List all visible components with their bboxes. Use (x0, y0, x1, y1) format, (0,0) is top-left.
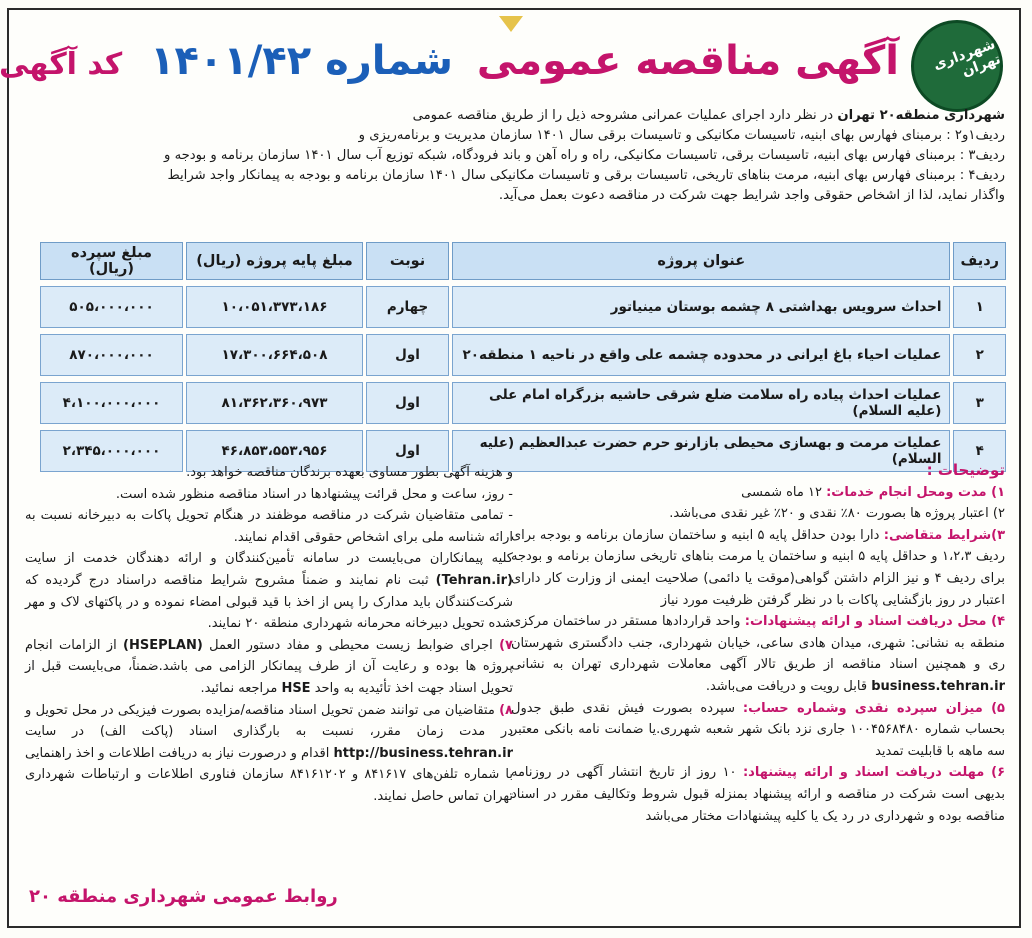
left-p4b: ثبت نام نمایند و ضمناً مشروح شرایط مناقصه دراسناد درج گردیده که شرکت‌کنندگان باید مدارک را پس از اخذ با قید قبولی امضاء نموده و در پاکتهای لاک و مهر شده تحویل دبیرخانه محرمانه شهرداری منطقه ۲۰ نمایند. (26, 572, 514, 632)
notes-heading: توضیحات : (927, 461, 1006, 479)
nobat: چهارم (367, 286, 450, 328)
left-column (26, 462, 514, 808)
project-title: عملیات مرمت و بهسازی محیطی بازارنو حرم حضرت عبدالعظیم (علیه السلام) (453, 430, 951, 472)
project-title: احداث سرویس بهداشتی ۸ چشمه بوستان مینیاتور (453, 286, 951, 328)
nobat: اول (367, 382, 450, 424)
header-nobat: نوبت (367, 242, 450, 280)
note-4-tail: قابل رویت و دریافت می‌باشد. (706, 678, 869, 694)
advertisement-page (0, 8, 1022, 928)
left-p1: و هزینه آگهی بطور مساوی بعهده برندگان مناقصه خواهد بود. (187, 465, 514, 480)
left-p3: - تمامی متقاضیان شرکت در مناقصه موظفند در هنگام تحویل پاکات به دبیرخانه نسبت به ارائه شناسه ملی برای اشخاص حقوقی اقدام نمایند. (26, 508, 514, 545)
header-project-title: عنوان پروژه (453, 242, 951, 280)
note-1 (512, 482, 1006, 504)
note-6-label: ۶) مهلت دریافت اسناد و ارائه پیشنهاد: (743, 765, 1006, 781)
left-p8b: اقدام و درصورت نیاز به دریافت اطلاعات و اخذ راهنمایی با شماره تلفن‌های ۸۴۱۶۱۷ و ۸۴۱۶۱۲۰۲ سازمان فناوری اطلاعات و ارتباطات شهرداری تهران تماس حاصل نمایند. (26, 745, 514, 804)
intro-line-5: واگذار نماید، لذا از اشخاص حقوقی واجد شرایط جهت شرکت در مناقصه دعوت بعمل می‌آید. (499, 188, 1006, 203)
intro-org: شهرداری منطقه۲۰ تهران (838, 108, 1006, 123)
note-1-text: ۱۲ ماه شمسی (742, 484, 823, 500)
deposit-amount: ۴،۱۰۰،۰۰۰،۰۰۰ (41, 382, 184, 424)
title-main: آگهی مناقصه عمومی (477, 38, 900, 84)
intro-line-2: ردیف۱و۲ : برمبنای فهارس بهای ابنیه، تاسیسات مکانیکی و تاسیسات برقی سال ۱۴۰۱ سازمان مدیریت و برنامه‌ریزی و (359, 128, 1006, 143)
left-p8a: متقاضیان می توانند ضمن تحویل اسناد مناقصه/مزایده بصورت فیزیکی در محل تحویل و در مدت زمان مقرر، نسبت به بارگذاری اسناد (پاکت الف) در سایت (26, 702, 514, 740)
deposit-amount: ۲،۳۴۵،۰۰۰،۰۰۰ (41, 430, 184, 472)
left-p7c: مراجعه نمائید. (201, 680, 279, 696)
projects-table (38, 236, 1010, 478)
project-title: عملیات احیاء باغ ایرانی در محدوده چشمه علی واقع در ناحیه ۱ منطقه۲۰ (453, 334, 951, 376)
hse-code: HSE (282, 680, 312, 696)
note-5-label: ۵) میزان سپرده نقدی وشماره حساب: (743, 700, 1006, 716)
intro-line-3: ردیف۳ : برمبنای فهارس بهای ابنیه، تاسیسات برقی، تاسیسات مکانیکی، راه و راه آهن و باند فرودگاه، شبکه توزیع آب سال ۱۴۰۱ سازمان برنامه و بودجه و (165, 148, 1006, 163)
row-number: ۴ (954, 430, 1007, 472)
ribbon-decoration (500, 16, 524, 32)
note-6 (512, 762, 1006, 827)
header-deposit-amount: مبلغ سپرده (ریال) (41, 242, 184, 280)
project-title: عملیات احداث پیاده راه سلامت ضلع شرقی حاشیه بزرگراه امام علی (علیه السلام) (453, 382, 951, 424)
left-p7a: اجرای ضوابط زیست محیطی و مفاد دستور العمل (210, 637, 494, 653)
business-site-link[interactable]: http://business.tehran.ir (334, 745, 514, 761)
code-label: کد آگهی (0, 47, 124, 82)
left-p8-label: ۸) (500, 702, 514, 718)
municipality-logo (912, 20, 1004, 112)
nobat: اول (367, 430, 450, 472)
header-row-number: ردیف (954, 242, 1007, 280)
deposit-amount: ۸۷۰،۰۰۰،۰۰۰ (41, 334, 184, 376)
left-p7 (26, 635, 514, 700)
note-2: ۲) اعتبار پروژه ها بصورت ۸۰٪ نقدی و ۲۰٪ غیر نقدی می‌باشد. (670, 506, 1006, 522)
row-number: ۲ (954, 334, 1007, 376)
deposit-amount: ۵۰۵،۰۰۰،۰۰۰ (41, 286, 184, 328)
left-p2: - روز، ساعت و محل قرائت پیشنهادها در اسناد مناقصه منظور شده است. (116, 486, 514, 502)
row-number: ۳ (954, 382, 1007, 424)
note-4-label: ۴) محل دریافت اسناد و ارائه پیشنهادات: (745, 614, 1007, 630)
left-p7b: از الزامات انجام پروژه ها بوده و رعایت آن از طرف پیمانکار الزامی می باشد.ضمناً، می‌بایست قبل از تحویل اسناد جهت اخذ تأئیدیه به واحد (26, 637, 514, 696)
note-4-url-link[interactable]: business.tehran.ir (872, 678, 1006, 694)
nobat: اول (367, 334, 450, 376)
table-row (41, 382, 1007, 424)
table-row (41, 334, 1007, 376)
note-6-text: ۱۰ روز از تاریخ انتشار آگهی در روزنامه بدیهی است شرکت در مناقصه و ارائه پیشنهاد بمنزله قبول شروط وتکالیف مقرر در اسناد مناقصه بوده و شهرداری در رد یک یا کلیه پیشنهادات مختار می‌باشد (512, 765, 1006, 824)
base-amount: ۸۱،۳۶۲،۳۶۰،۹۷۳ (187, 382, 364, 424)
left-p7-label: ۷) (500, 637, 514, 653)
note-4-text: واحد قراردادها مستقر در ساختمان مرکزی منطقه به نشانی: شهری، میدان هادی ساعی، خیابان شهرداری، جنب دادگستری شهرستان ری و همچنین اسناد مناقصه از طریق تالار آگهی معاملات شهرداری تهران به نشانی (512, 614, 1006, 673)
note-4 (512, 611, 1006, 697)
base-amount: ۱۰،۰۵۱،۳۷۳،۱۸۶ (187, 286, 364, 328)
intro-text (24, 106, 1006, 206)
table-header-row (41, 242, 1007, 280)
base-amount: ۱۷،۳۰۰،۶۶۴،۵۰۸ (187, 334, 364, 376)
left-p4a: کلیه پیمانکاران می‌بایست در سامانه تأمین‌کنندگان و ارائه دهندگان خدمت از سایت (26, 551, 514, 567)
note-1-label: ۱) مدت ومحل انجام خدمات: (827, 484, 1006, 500)
note-3-label: ۳)شرایط متقاضی: (884, 527, 1006, 543)
hseplan-code: (HSEPLAN) (124, 637, 204, 653)
row-number: ۱ (954, 286, 1007, 328)
tehran-site-link[interactable]: (Tehran.ir) (436, 572, 514, 588)
table-row (41, 286, 1007, 328)
title-number: شماره ۱۴۰۱/۴۲ (151, 38, 454, 84)
page-title (0, 38, 900, 84)
header-base-amount: مبلغ پایه پروژه (ریال) (187, 242, 364, 280)
intro-line-1 (24, 106, 1006, 126)
left-p4 (26, 548, 514, 634)
intro-line-1-rest: در نظر دارد اجرای عملیات عمرانی مشروحه ذیل را از طریق مناقصه عمومی (413, 108, 835, 123)
left-p8 (26, 700, 514, 808)
logo-text: شهرداری تهران (932, 36, 1004, 80)
note-5-text: سپرده بصورت فیش نقدی طبق جدول بحساب شماره ۱۰۰۴۵۶۸۴۸۰ جاری نزد بانک شهر شعبه شهرری.یا ضمانت نامه بانکی معتبر سه ماهه با قابلیت تمدید (512, 700, 1006, 759)
notes-column (512, 460, 1006, 827)
note-3-text: دارا بودن حداقل پایه ۵ ابنیه و ساختمان سازمان برنامه و بودجه برای ردیف ۱،۲،۳ و حداقل پایه ۵ ابنیه و ساختمان یا مرمت بناهای تاریخی سازمان برنامه و بودجه برای ردیف ۴ و نیز الزام داشتن گواهی(موقت یا دائمی) صلاحیت ایمنی از وزارت کار دارای اعتبار در روز بازگشایی پاکات با در نظر گرفتن ظرفیت مورد نیاز (512, 527, 1006, 608)
note-5 (512, 698, 1006, 763)
base-amount: ۴۶،۸۵۳،۵۵۳،۹۵۶ (187, 430, 364, 472)
footer-signature: روابط عمومی شهرداری منطقه ۲۰ (30, 886, 339, 907)
note-3 (512, 525, 1006, 611)
header (0, 16, 1010, 106)
intro-line-4: ردیف۴ : برمبنای فهارس بهای ابنیه، مرمت بناهای تاریخی، تاسیسات برقی و تاسیسات مکانیکی سال ۱۴۰۱ سازمان برنامه و بودجه به پیمانکار واجد شرایط (168, 168, 1006, 183)
